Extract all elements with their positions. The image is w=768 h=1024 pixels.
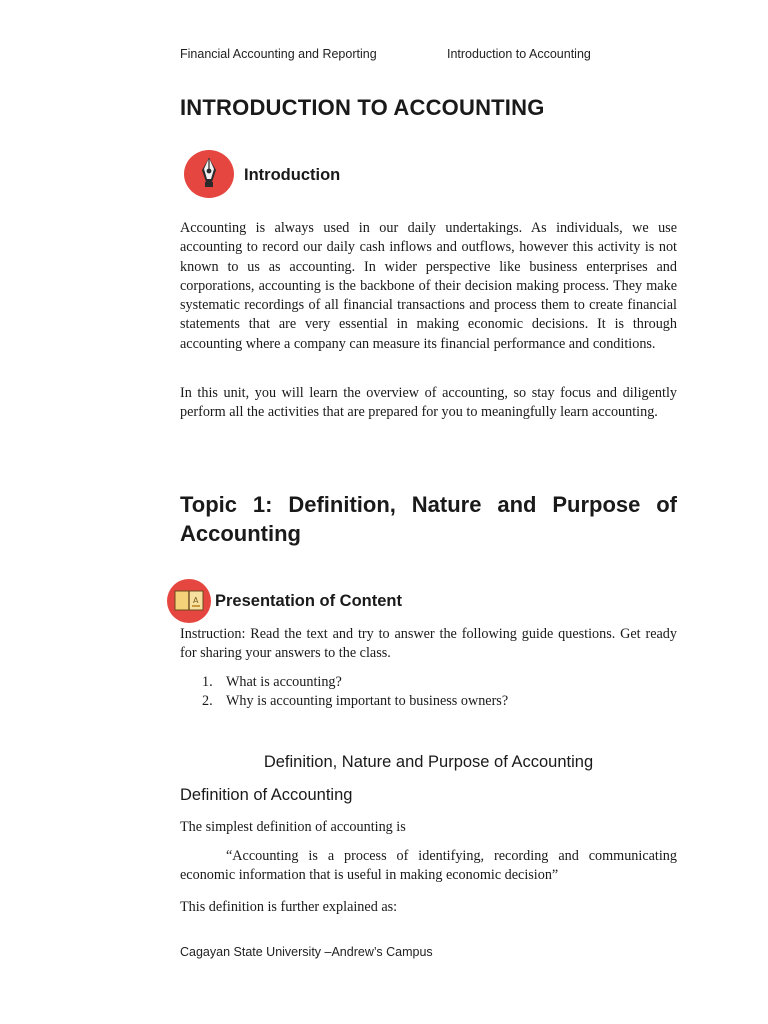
pen-nib-icon [184, 150, 234, 198]
list-item-number: 2. [202, 693, 213, 710]
list-item-number: 1. [202, 674, 213, 690]
header-left: Financial Accounting and Reporting [180, 47, 377, 61]
introduction-heading: Introduction [244, 166, 341, 184]
list-item [180, 673, 677, 692]
subheading: Definition of Accounting [180, 786, 353, 804]
intro-paragraph-2: In this unit, you will learn the overview of accounting, so stay focus and diligently perform all the activities that are prepared for you to meaningfully learn accounting. [180, 385, 677, 421]
intro-paragraph-1: Accounting is always used in our daily undertakings. As individuals, we use accounting to record our daily cash inflows and outflows, however this activity is not known to us as accounting. In wider perspective like business enterprises and corporations, accounting is the backbone of their decision making process. They make systematic recordings of all financial transactions and process them to create financial statements that are very essential in making economic decisions. It is through accounting where a company can measure its financial performance and conditions. [180, 220, 677, 352]
footer: Cagayan State University –Andrew’s Campus [180, 945, 433, 959]
list-item [180, 692, 677, 711]
guide-questions [180, 673, 677, 712]
further-text: This definition is further explained as: [180, 899, 398, 915]
section-heading: Definition, Nature and Purpose of Accounting [263, 753, 594, 771]
presentation-heading: Presentation of Content [215, 592, 403, 610]
list-item-text: Why is accounting important to business owners? [226, 693, 509, 710]
instruction-text: Instruction: Read the text and try to answer the following guide questions. Get ready for sharing your answers to the class. [180, 626, 677, 662]
definition-quote: “Accounting is a process of identifying, recording and communicating economic information that is useful in making economic decision” [180, 848, 677, 884]
definition-intro: The simplest definition of accounting is [180, 819, 406, 835]
page-title: INTRODUCTION TO ACCOUNTING [180, 95, 545, 120]
topic-heading: Topic 1: Definition, Nature and Purpose of Accounting [180, 492, 677, 546]
svg-text:A: A [193, 596, 199, 605]
open-book-icon [167, 579, 211, 623]
header-right: Introduction to Accounting [447, 47, 591, 61]
list-item-text: What is accounting? [226, 674, 342, 690]
